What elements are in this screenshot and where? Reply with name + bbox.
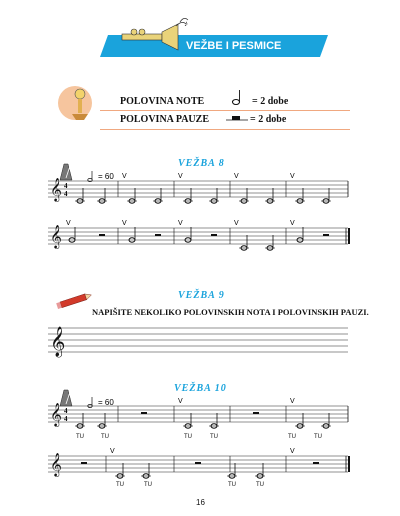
metronome-icon <box>60 164 72 180</box>
half-note-symbol <box>233 90 240 105</box>
exercise-9-instruction: NAPIŠITE NEKOLIKO POLOVINSKIH NOTA I POLOVINSKIH PAUZI. <box>92 307 369 317</box>
svg-text:V: V <box>122 220 127 227</box>
svg-text:V: V <box>66 220 71 227</box>
svg-text:V: V <box>178 220 183 227</box>
syllable-tu: TU <box>210 434 218 440</box>
syllable-tu: TU <box>144 482 152 488</box>
svg-text:♪: ♪ <box>184 19 188 28</box>
exercise-9-title: VEŽBA 9 <box>178 290 225 301</box>
exercise-10-staff-1 <box>48 398 348 428</box>
svg-text:V: V <box>290 448 295 455</box>
pencil-icon <box>56 292 92 309</box>
exercise-8-title: VEŽBA 8 <box>178 158 225 169</box>
half-rest-label: POLOVINA PAUZE <box>120 114 209 125</box>
half-rest-value: = 2 dobe <box>250 114 287 125</box>
syllable-tu: TU <box>116 482 124 488</box>
svg-text:V: V <box>122 173 127 180</box>
music-notation: 𝄞 4 4 V V V V V V V V V 𝄞 4 4 V V V V <box>0 0 400 516</box>
exercise-8-tempo: = 60 <box>98 172 114 181</box>
svg-text:𝄞: 𝄞 <box>50 327 66 357</box>
svg-text:V: V <box>290 173 295 180</box>
svg-text:V: V <box>110 448 115 455</box>
svg-text:V: V <box>234 220 239 227</box>
half-rest-symbol <box>226 116 248 120</box>
svg-text:V: V <box>178 398 183 405</box>
svg-text:4: 4 <box>64 182 68 190</box>
page-number: 16 <box>196 498 205 507</box>
svg-text:V: V <box>178 173 183 180</box>
svg-text:V: V <box>290 220 295 227</box>
exercise-9-staff <box>48 326 348 358</box>
tempo-note-8 <box>88 171 92 182</box>
exercise-8-staff-1 <box>48 173 348 203</box>
syllable-tu: TU <box>256 482 264 488</box>
banner-title: VEŽBE I PESMICE <box>186 40 282 52</box>
svg-text:V: V <box>290 398 295 405</box>
half-note-value: = 2 dobe <box>252 96 289 107</box>
half-note-label: POLOVINA NOTE <box>120 96 205 107</box>
svg-text:4: 4 <box>64 190 68 198</box>
syllable-tu: TU <box>76 434 84 440</box>
exercise-8-staff-2 <box>48 220 349 250</box>
syllable-tu: TU <box>184 434 192 440</box>
syllable-tu: TU <box>228 482 236 488</box>
syllable-tu: TU <box>314 434 322 440</box>
metronome-icon <box>60 390 72 406</box>
exercise-10-tempo: = 60 <box>98 398 114 407</box>
exercise-10-title: VEŽBA 10 <box>174 383 227 394</box>
syllable-tu: TU <box>101 434 109 440</box>
syllable-tu: TU <box>288 434 296 440</box>
svg-text:V: V <box>234 173 239 180</box>
exercise-10-staff-2 <box>48 448 349 478</box>
svg-text:4: 4 <box>64 407 68 415</box>
svg-text:4: 4 <box>64 415 68 423</box>
